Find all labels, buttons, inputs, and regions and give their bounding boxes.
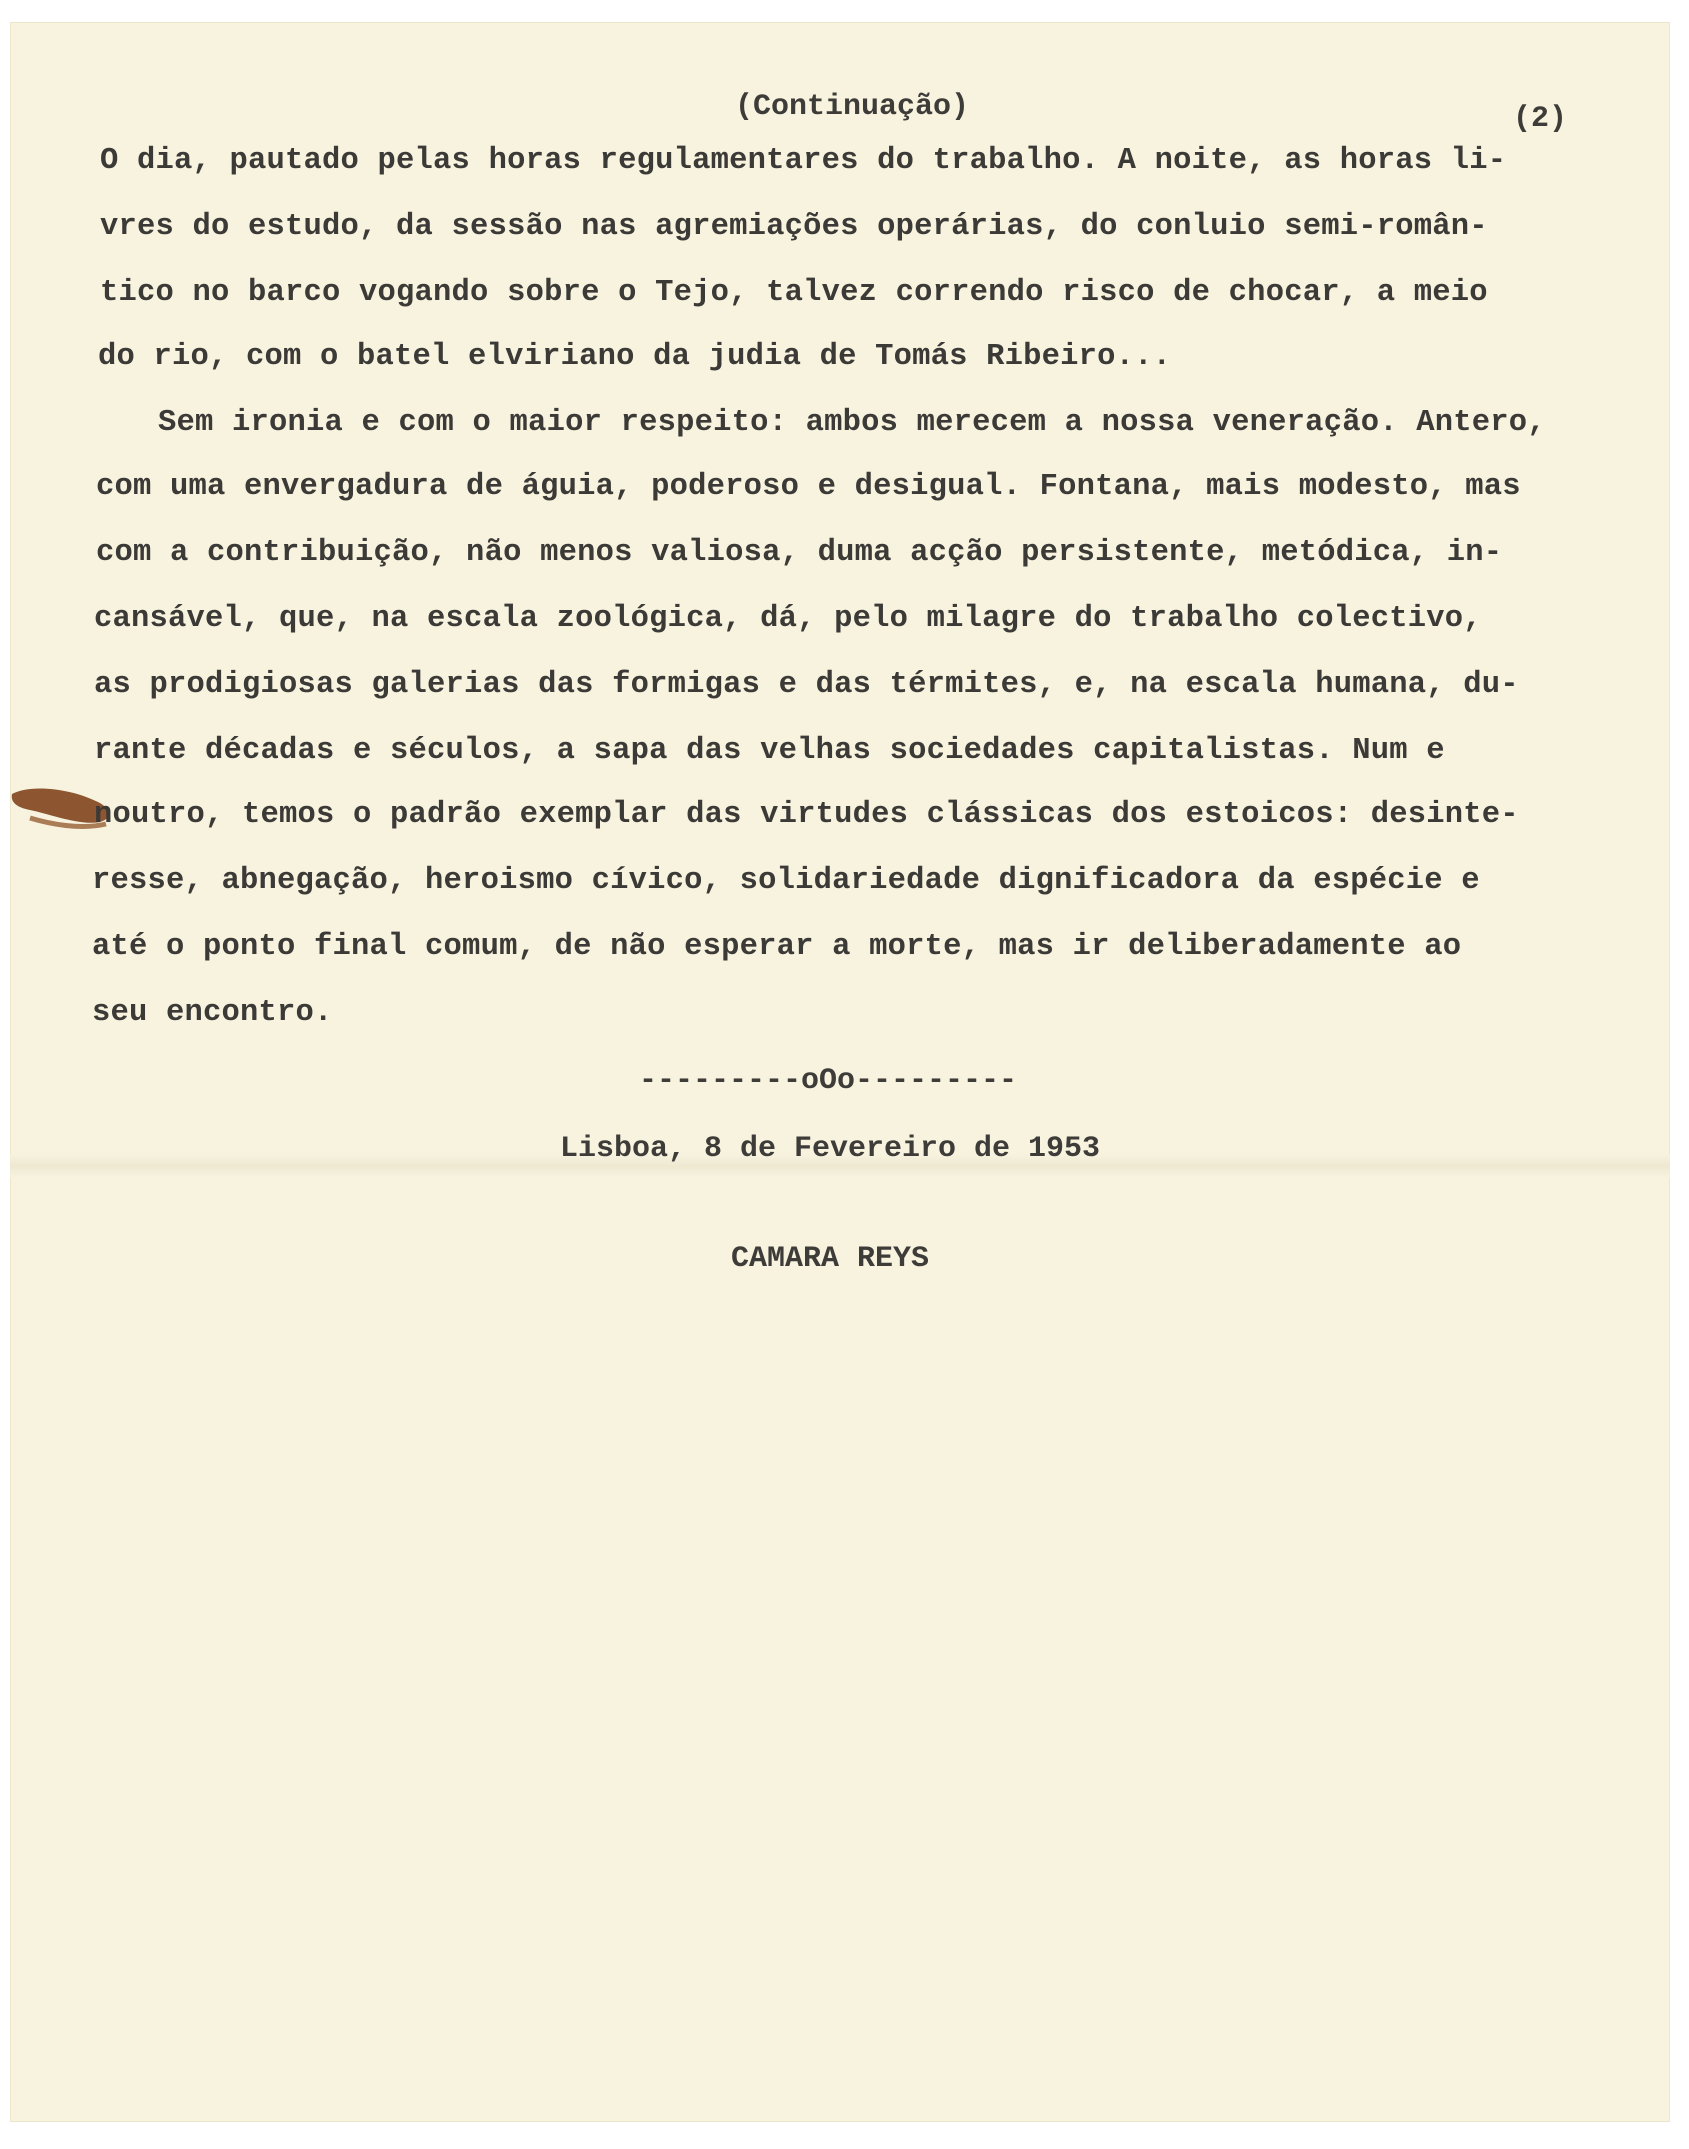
body-line: tico no barco vogando sobre o Tejo, talvez correndo risco de chocar, a meio <box>100 276 1488 310</box>
section-separator: ---------oOo--------- <box>638 1064 1018 1098</box>
body-line: seu encontro. <box>92 996 333 1030</box>
body-line: cansável, que, na escala zoológica, dá, pelo milagre do trabalho colectivo, <box>94 602 1482 636</box>
place-date: Lisboa, 8 de Fevereiro de 1953 <box>559 1132 1101 1166</box>
body-line: as prodigiosas galerias das formigas e das térmites, e, na escala humana, du- <box>94 668 1519 702</box>
body-line: até o ponto final comum, de não esperar a morte, mas ir deliberadamente ao <box>92 930 1462 964</box>
continuation-heading: (Continuação) <box>735 90 970 124</box>
page-number: (2) <box>1513 102 1568 136</box>
body-line: do rio, com o batel elviriano da judia de Tomás Ribeiro... <box>98 340 1172 374</box>
body-line: noutro, temos o padrão exemplar das virtudes clássicas dos estoicos: desinte- <box>94 798 1519 832</box>
body-line: vres do estudo, da sessão nas agremiações operárias, do conluio semi-român- <box>100 210 1488 244</box>
body-line: O dia, pautado pelas horas regulamentares do trabalho. A noite, as horas li- <box>100 144 1507 178</box>
body-line: com uma envergadura de águia, poderoso e desigual. Fontana, mais modesto, mas <box>96 470 1521 504</box>
document-page <box>10 22 1670 2122</box>
body-line: resse, abnegação, heroismo cívico, solidariedade dignificadora da espécie e <box>92 864 1480 898</box>
body-line: com a contribuição, não menos valiosa, duma acção persistente, metódica, in- <box>96 536 1503 570</box>
body-line: Sem ironia e com o maior respeito: ambos merecem a nossa veneração. Antero, <box>158 406 1546 440</box>
body-line: rante décadas e séculos, a sapa das velhas sociedades capitalistas. Num e <box>94 734 1445 768</box>
author-signature: CAMARA REYS <box>730 1242 930 1276</box>
